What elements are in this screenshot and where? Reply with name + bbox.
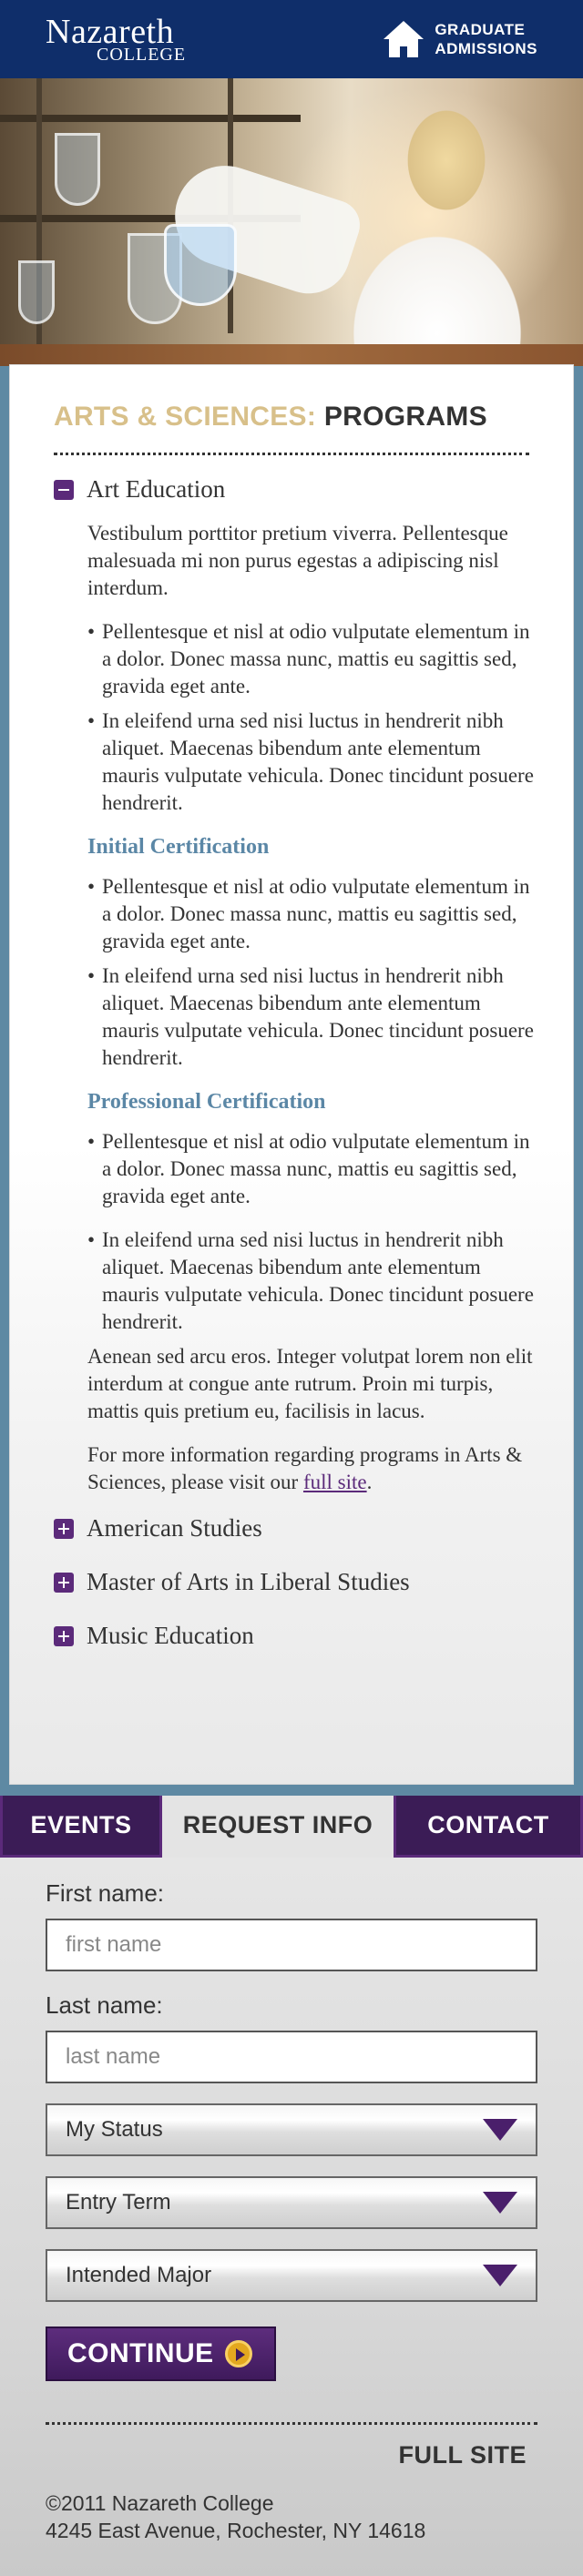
tab-events[interactable]: EVENTS [0, 1796, 162, 1858]
accordion-label: Master of Arts in Liberal Studies [87, 1568, 410, 1595]
hero-image [0, 78, 583, 366]
footer [46, 2489, 537, 2544]
select-value: My Status [66, 2117, 163, 2142]
title-category: ARTS & SCIENCES: [54, 402, 317, 432]
full-site-link[interactable]: full site [302, 1471, 367, 1493]
bullet-list [87, 1128, 537, 1336]
bullet-list [87, 873, 537, 1072]
last-name-label: Last name: [46, 1991, 163, 2019]
accordion-content [87, 520, 537, 1496]
expand-icon [54, 1519, 74, 1539]
continue-button[interactable] [46, 2327, 276, 2381]
heading-initial-certification: Initial Certification [87, 835, 270, 859]
graduate-admissions-link[interactable] [382, 19, 537, 59]
more-info-text: For more information regarding programs in Arts & Sciences, please visit our full site. [87, 1443, 523, 1493]
divider [46, 2422, 537, 2425]
status-select[interactable] [46, 2103, 537, 2156]
accordion-art-education[interactable] [54, 475, 537, 504]
home-icon [382, 19, 425, 59]
accordion-american-studies[interactable] [54, 1514, 537, 1543]
chevron-down-icon [483, 2265, 517, 2286]
list-item: • Pellentesque et nisl at odio vulputate elementum in a dolor. Donec massa nunc, mattis eu sagittis sed, gravida eget ante. [87, 1128, 537, 1210]
programs-panel [9, 364, 574, 1785]
accordion-label: Art Education [87, 475, 226, 503]
expand-icon [54, 1626, 74, 1646]
site-header [0, 0, 583, 78]
title-programs: PROGRAMS [323, 402, 487, 432]
arrow-right-icon [225, 2340, 252, 2367]
accordion-label: American Studies [87, 1514, 262, 1542]
continue-label: CONTINUE [67, 2338, 214, 2368]
list-item: • Pellentesque et nisl at odio vulputate elementum in a dolor. Donec massa nunc, mattis eu sagittis sed, gravida eget ante. [87, 618, 537, 700]
address-text: 4245 East Avenue, Rochester, NY 14618 [46, 2519, 426, 2542]
list-item: • In eleifend urna sed nisi luctus in hendrerit nibh aliquet. Maecenas bibendum ante elementum mauris vulputate vehicula. Donec tincidunt posuere hendrerit. [87, 962, 537, 1072]
list-item: • Pellentesque et nisl at odio vulputate elementum in a dolor. Donec massa nunc, mattis eu sagittis sed, gravida eget ante. [87, 873, 537, 955]
request-info-form [0, 1858, 583, 2576]
chevron-down-icon [483, 2192, 517, 2214]
accordion-label: Music Education [87, 1622, 254, 1649]
expand-icon [54, 1573, 74, 1593]
last-name-field[interactable] [46, 2031, 537, 2083]
select-value: Entry Term [66, 2190, 171, 2215]
first-name-field[interactable] [46, 1919, 537, 1971]
chevron-down-icon [483, 2119, 517, 2141]
first-name-label: First name: [46, 1879, 165, 1907]
logo-line1: Nazareth [46, 13, 175, 51]
outro-text: Aenean sed arcu eros. Integer volutpat lorem non elit interdum at congue ante rutrum. Proin mi turpis, mattis quis pretium eu, facilisis in lacus. [87, 1345, 533, 1422]
tab-bar [0, 1796, 583, 1858]
logo-line2: COLLEGE [97, 45, 187, 65]
intro-text: Vestibulum porttitor pretium viverra. Pellentesque malesuada mi non purus egestas a adipiscing nisl interdum. [87, 522, 508, 599]
heading-professional-certification: Professional Certification [87, 1090, 326, 1114]
collapse-icon [54, 480, 74, 500]
accordion-liberal-studies[interactable] [54, 1568, 537, 1596]
intended-major-select[interactable] [46, 2249, 537, 2302]
tab-contact[interactable]: CONTACT [394, 1796, 583, 1858]
select-value: Intended Major [66, 2263, 212, 2287]
list-item: • In eleifend urna sed nisi luctus in hendrerit nibh aliquet. Maecenas bibendum ante elementum mauris vulputate vehicula. Donec tincidunt posuere hendrerit. [87, 1227, 537, 1336]
grad-line1: GRADUATE [435, 21, 526, 38]
entry-term-select[interactable] [46, 2176, 537, 2229]
tab-request-info[interactable]: REQUEST INFO [162, 1796, 394, 1858]
list-item: • In eleifend urna sed nisi luctus in hendrerit nibh aliquet. Maecenas bibendum ante elementum mauris vulputate vehicula. Donec tincidunt posuere hendrerit. [87, 708, 537, 817]
bullet-list [87, 618, 537, 817]
accordion-music-education[interactable] [54, 1622, 537, 1650]
nazareth-logo[interactable] [46, 15, 186, 64]
page-title [54, 402, 529, 455]
full-site-link[interactable]: FULL SITE [398, 2441, 527, 2469]
copyright-text: ©2011 Nazareth College [46, 2491, 274, 2515]
grad-line2: ADMISSIONS [435, 40, 537, 57]
